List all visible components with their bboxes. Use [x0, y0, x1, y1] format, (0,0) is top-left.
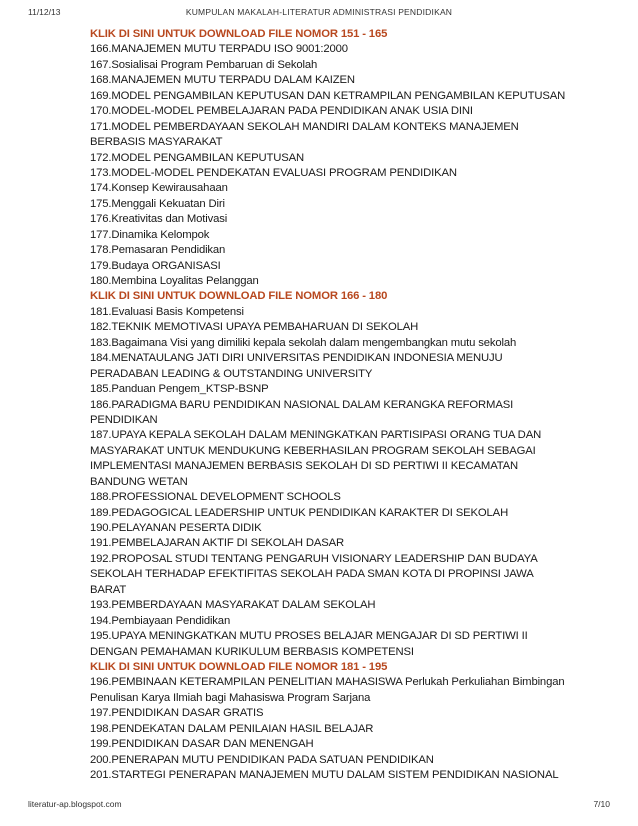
list-item-text: MASYARAKAT UNTUK MENDUKUNG KEBERHASILAN PROGRAM SEKOLAH SEBAGAI — [90, 444, 536, 457]
list-item — [90, 521, 590, 536]
header-title: KUMPULAN MAKALAH-LITERATUR ADMINISTRASI PENDIDIKAN — [185, 7, 453, 17]
list-item — [90, 274, 590, 289]
list-item — [90, 320, 590, 335]
list-item — [90, 212, 590, 227]
list-item — [90, 228, 590, 243]
list-item — [90, 336, 590, 351]
list-item-text: 171.MODEL PEMBERDAYAAN SEKOLAH MANDIRI DALAM KONTEKS MANAJEMEN — [90, 120, 519, 133]
list-item-text: 188.PROFESSIONAL DEVELOPMENT SCHOOLS — [90, 491, 341, 504]
document-body — [90, 27, 590, 783]
list-item-text: 173.MODEL-MODEL PENDEKATAN EVALUASI PROGRAM PENDIDIKAN — [90, 166, 457, 179]
list-item — [90, 73, 590, 88]
list-item — [90, 166, 590, 181]
list-item-text: 177.Dinamika Kelompok — [90, 228, 210, 241]
list-item — [90, 42, 590, 57]
list-item — [90, 567, 590, 582]
download-link-line[interactable] — [90, 660, 590, 675]
list-item-text: 185.Panduan Pengem_KTSP-BSNP — [90, 383, 269, 396]
list-item — [90, 444, 590, 459]
list-item — [90, 89, 590, 104]
list-item-text: 178.Pemasaran Pendidikan — [90, 244, 226, 257]
list-item-text: DENGAN PEMAHAMAN KURIKULUM BERBASIS KOMPETENSI — [90, 645, 414, 658]
list-item-text: IMPLEMENTASI MANAJEMEN BERBASIS SEKOLAH DI SD PERTIWI II KECAMATAN — [90, 460, 519, 473]
list-item-text: 176.Kreativitas dan Motivasi — [90, 213, 228, 226]
list-item — [90, 151, 590, 166]
list-item — [90, 475, 590, 490]
list-item-text: 201.STARTEGI PENERAPAN MANAJEMEN MUTU DALAM SISTEM PENDIDIKAN NASIONAL — [90, 769, 559, 781]
list-item — [90, 58, 590, 73]
list-item — [90, 753, 590, 768]
list-item — [90, 722, 590, 737]
list-item-text: SEKOLAH TERHADAP EFEKTIFITAS SEKOLAH PADA SMAN KOTA DI PROPINSI JAWA — [90, 568, 534, 581]
list-item — [90, 629, 590, 644]
list-item-text: BARAT — [90, 583, 127, 596]
list-item — [90, 351, 590, 366]
header-date: 11/12/13 — [28, 7, 61, 17]
list-item-text: 167.Sosialisai Program Pembaruan di Sekolah — [90, 58, 318, 71]
list-item — [90, 552, 590, 567]
list-item-text: 186.PARADIGMA BARU PENDIDIKAN NASIONAL DALAM KERANGKA REFORMASI — [90, 398, 514, 411]
list-item — [90, 645, 590, 660]
download-link[interactable]: KLIK DI SINI UNTUK DOWNLOAD FILE NOMOR 181 - 195 — [90, 660, 388, 673]
list-item — [90, 598, 590, 613]
list-item — [90, 506, 590, 521]
list-item — [90, 459, 590, 474]
list-item — [90, 706, 590, 721]
list-item-text: 197.PENDIDIKAN DASAR GRATIS — [90, 707, 264, 720]
list-item-text: 196.PEMBINAAN KETERAMPILAN PENELITIAN MAHASISWA Perlukah Perkuliahan Bimbingan — [90, 676, 565, 689]
list-item-text: 183.Bagaimana Visi yang dimiliki kepala sekolah dalam mengembangkan mutu sekolah — [90, 336, 517, 349]
list-item — [90, 398, 590, 413]
list-item-text: 198.PENDEKATAN DALAM PENILAIAN HASIL BELAJAR — [90, 722, 374, 735]
list-item-text: 170.MODEL-MODEL PEMBELAJARAN PADA PENDIDIKAN ANAK USIA DINI — [90, 105, 473, 118]
list-item — [90, 135, 590, 150]
list-item-text: PERADABAN LEADING & OUTSTANDING UNIVERSITY — [90, 367, 373, 380]
list-item-text: 169.MODEL PENGAMBILAN KEPUTUSAN DAN KETRAMPILAN PENGAMBILAN KEPUTUSAN — [90, 89, 566, 102]
list-item — [90, 181, 590, 196]
list-item — [90, 490, 590, 505]
list-item-text: BERBASIS MASYARAKAT — [90, 136, 223, 149]
list-item-text: 180.Membina Loyalitas Pelanggan — [90, 275, 259, 287]
list-item-text: 199.PENDIDIKAN DASAR DAN MENENGAH — [90, 738, 314, 751]
list-item — [90, 104, 590, 119]
list-item-text: 195.UPAYA MENINGKATKAN MUTU PROSES BELAJAR MENGAJAR DI SD PERTIWI II — [90, 630, 528, 643]
list-item — [90, 428, 590, 443]
list-item-text: 193.PEMBERDAYAAN MASYARAKAT DALAM SEKOLAH — [90, 599, 376, 612]
list-item — [90, 259, 590, 274]
download-link[interactable]: KLIK DI SINI UNTUK DOWNLOAD FILE NOMOR 151 - 165 — [90, 28, 388, 40]
list-item-text: 194.Pembiayaan Pendidikan — [90, 614, 231, 627]
list-item — [90, 120, 590, 135]
footer-page-number: 7/10 — [593, 799, 610, 809]
list-item — [90, 675, 590, 690]
list-item-text: 189.PEDAGOGICAL LEADERSHIP UNTUK PENDIDIKAN KARAKTER DI SEKOLAH — [90, 506, 509, 519]
list-item-text: 187.UPAYA KEPALA SEKOLAH DALAM MENINGKATKAN PARTISIPASI ORANG TUA DAN — [90, 429, 542, 442]
list-item-text: 181.Evaluasi Basis Kompetensi — [90, 305, 244, 318]
list-item-text: 182.TEKNIK MEMOTIVASI UPAYA PEMBAHARUAN DI SEKOLAH — [90, 321, 419, 334]
list-item — [90, 197, 590, 212]
page-header — [0, 7, 638, 21]
list-item-text: 190.PELAYANAN PESERTA DIDIK — [90, 522, 262, 534]
list-item — [90, 768, 590, 783]
list-item-text: BANDUNG WETAN — [90, 475, 188, 488]
list-item-text: 175.Menggali Kekuatan Diri — [90, 197, 225, 210]
footer-site: literatur-ap.blogspot.com — [28, 799, 122, 809]
download-link[interactable]: KLIK DI SINI UNTUK DOWNLOAD FILE NOMOR 166 - 180 — [90, 290, 388, 303]
list-item-text: 200.PENERAPAN MUTU PENDIDIKAN PADA SATUAN PENDIDIKAN — [90, 753, 434, 766]
list-item-text: 192.PROPOSAL STUDI TENTANG PENGARUH VISIONARY LEADERSHIP DAN BUDAYA — [90, 552, 538, 565]
list-item — [90, 737, 590, 752]
list-item-text: Penulisan Karya Ilmiah bagi Mahasiswa Program Sarjana — [90, 691, 371, 704]
list-item — [90, 367, 590, 382]
list-item — [90, 614, 590, 629]
list-item — [90, 536, 590, 551]
list-item-text: 168.MANAJEMEN MUTU TERPADU DALAM KAIZEN — [90, 74, 355, 87]
list-item — [90, 691, 590, 706]
list-item-text: 184.MENATAULANG JATI DIRI UNIVERSITAS PENDIDIKAN INDONESIA MENUJU — [90, 352, 503, 365]
list-item — [90, 413, 590, 428]
list-item — [90, 382, 590, 397]
list-item — [90, 583, 590, 598]
list-item-text: 179.Budaya ORGANISASI — [90, 259, 221, 272]
list-item — [90, 305, 590, 320]
download-link-line[interactable] — [90, 27, 590, 42]
list-item — [90, 243, 590, 258]
download-link-line[interactable] — [90, 289, 590, 304]
list-item-text: 166.MANAJEMEN MUTU TERPADU ISO 9001:2000 — [90, 43, 348, 56]
list-item-text: 174.Konsep Kewirausahaan — [90, 182, 228, 195]
list-item-text: 172.MODEL PENGAMBILAN KEPUTUSAN — [90, 151, 305, 164]
list-item-text: PENDIDIKAN — [90, 413, 158, 426]
list-item-text: 191.PEMBELAJARAN AKTIF DI SEKOLAH DASAR — [90, 537, 345, 550]
